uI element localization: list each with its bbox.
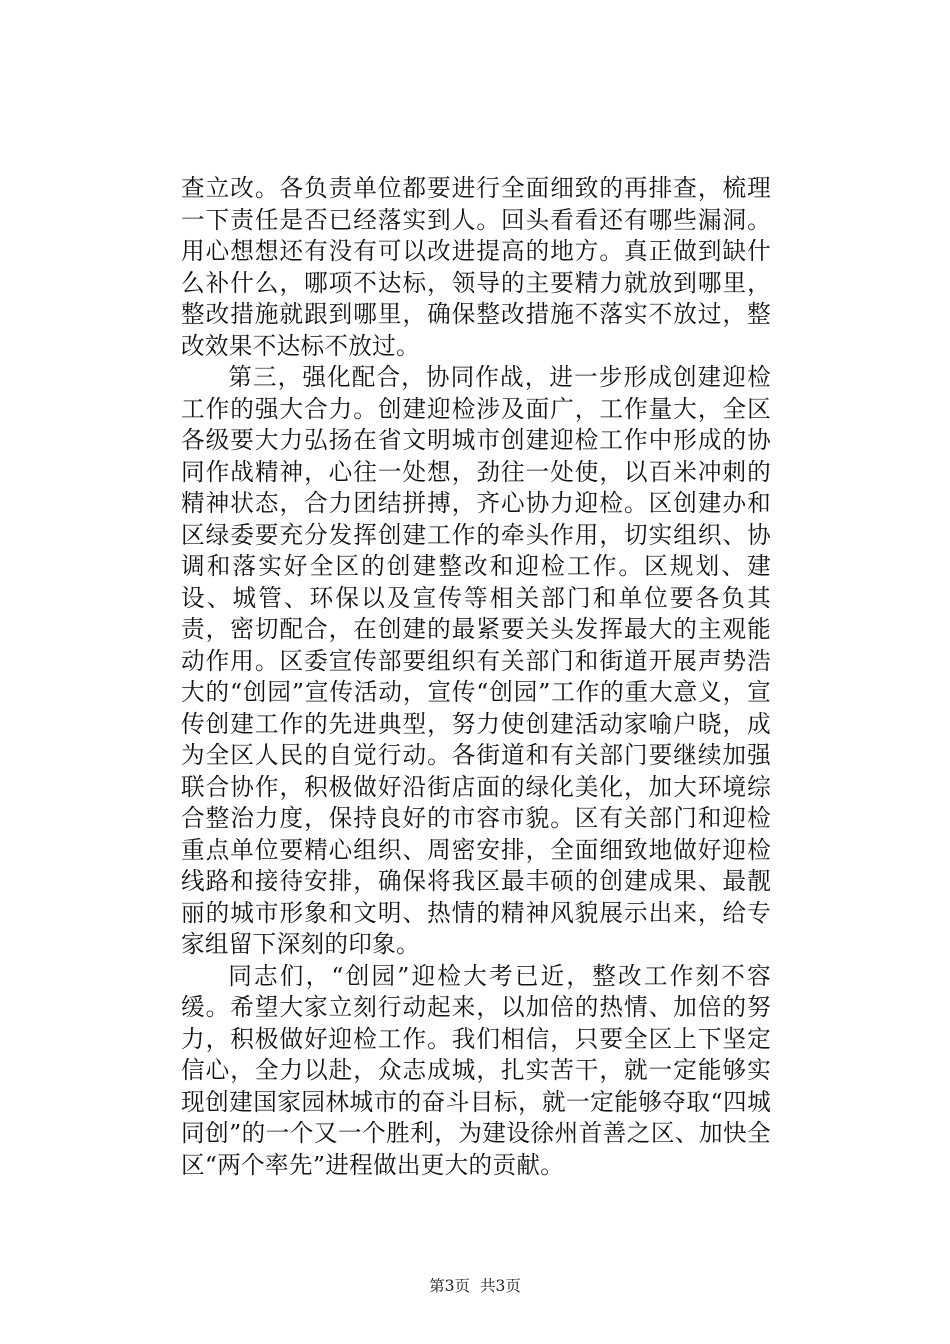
page-number-current: 第3页: [429, 1277, 470, 1295]
document-body: [181, 173, 771, 1181]
paragraph-3: 同志们，“创园”迎检大考已近，整改工作刻不容缓。希望大家立刻行动起来，以加倍的热情、加倍的努力，积极做好迎检工作。我们相信，只要全区上下坚定信心，全力以赴，众志成城，扎实苦干，就一定能够实现创建国家园林城市的奋斗目标，就一定能够夺取“四城同创”的一个又一个胜利，为建设徐州首善之区、加快全区“两个率先”进程做出更大的贡献。: [181, 961, 771, 1179]
page-number-total: 共3页: [480, 1277, 521, 1295]
paragraph-2: 第三，强化配合，协同作战，进一步形成创建迎检工作的强大合力。创建迎检涉及面广，工作量大，全区各级要大力弘扬在省文明城市创建迎检工作中形成的协同作战精神，心往一处想，劲往一处使，以百米冲刺的精神状态，合力团结拼搏，齐心协力迎检。区创建办和区绿委要充分发挥创建工作的牵头作用，切实组织、协调和落实好全区的创建整改和迎检工作。区规划、建设、城管、环保以及宣传等相关部门和单位要各负其责，密切配合，在创建的最紧要关头发挥最大的主观能动作用。区委宣传部要组织有关部门和街道开展声势浩大的“创园”宣传活动，宣传“创园”工作的重大意义，宣传创建工作的先进典型，努力使创建活动家喻户晓，成为全区人民的自觉行动。各街道和有关部门要继续加强联合协作，积极做好沿街店面的绿化美化，加大环境综合整治力度，保持良好的市容市貌。区有关部门和迎检重点单位要精心组织、周密安排，全面细致地做好迎检线路和接待安排，确保将我区最丰硕的创建成果、最靓丽的城市形象和文明、热情的精神风貌展示出来，给专家组留下深刻的印象。: [181, 363, 771, 958]
page-footer: [0, 1276, 950, 1296]
paragraph-1: 查立改。各负责单位都要进行全面细致的再排查，梳理一下责任是否已经落实到人。回头看看还有哪些漏洞。用心想想还有没有可以改进提高的地方。真正做到缺什么补什么，哪项不达标，领导的主要精力就放到哪里，整改措施就跟到哪里，确保整改措施不落实不放过，整改效果不达标不放过。: [181, 174, 771, 360]
